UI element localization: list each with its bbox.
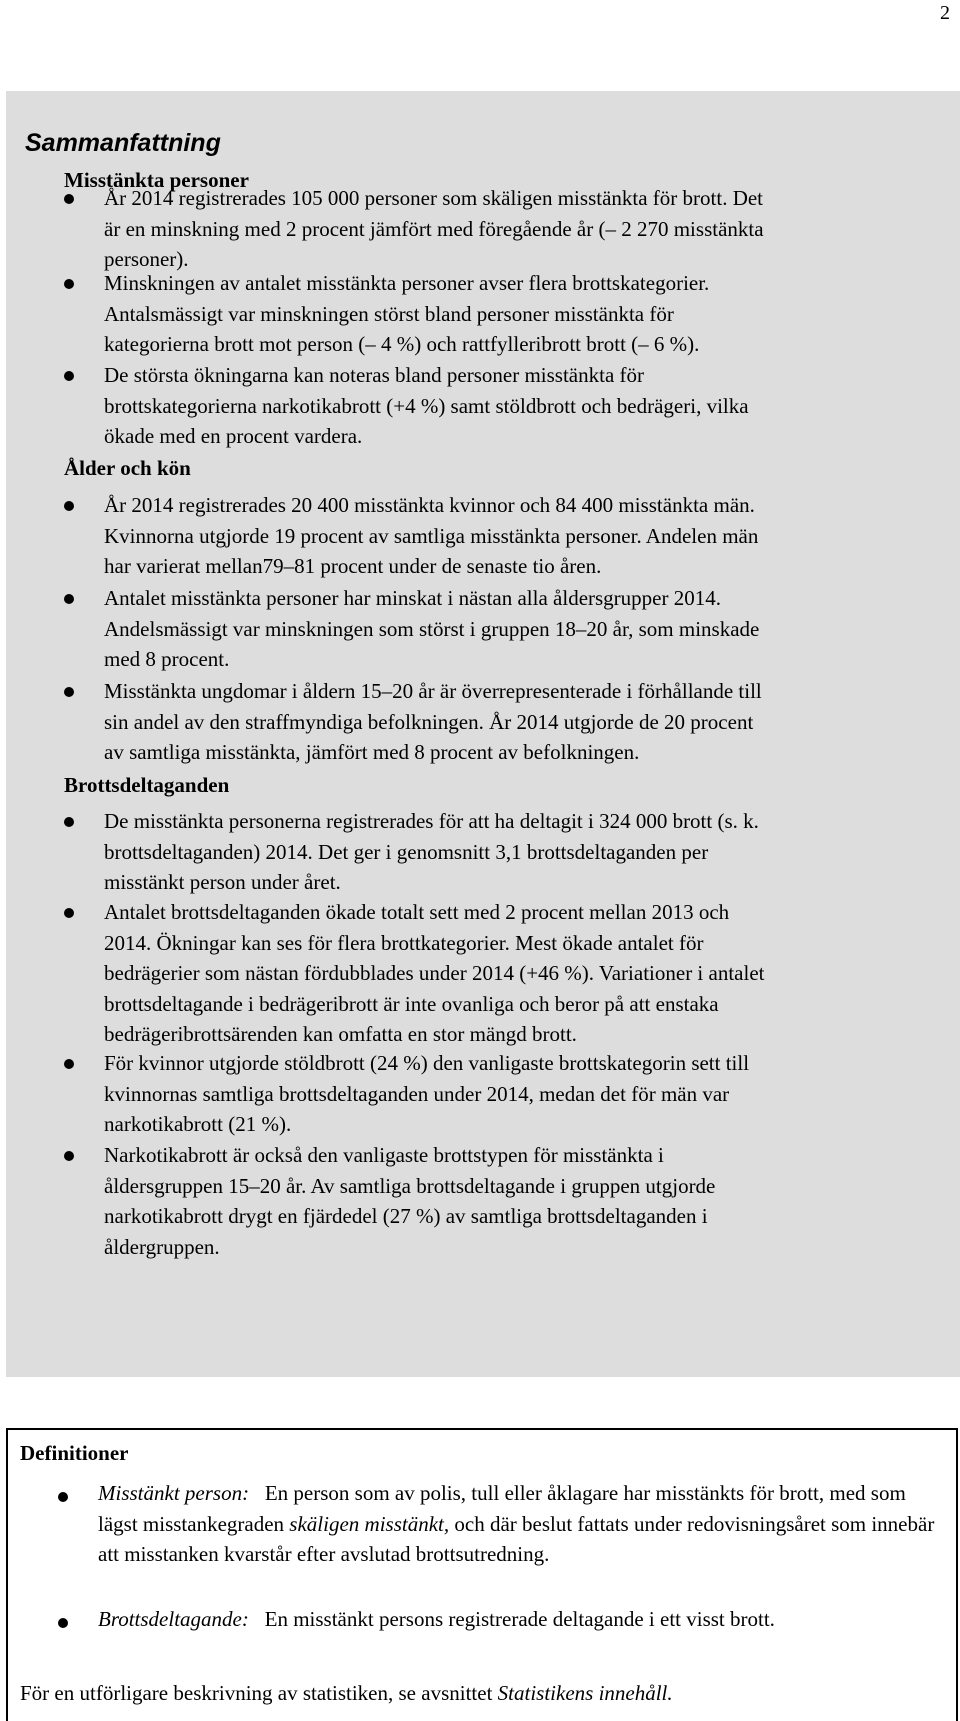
bullet-icon bbox=[64, 817, 74, 827]
bullet-icon bbox=[64, 594, 74, 604]
list-item-text: För kvinnor utgjorde stöldbrott (24 %) den vanligaste brottskategorin sett till kvinnornas samtliga brottsdeltaganden under 2014, medan det för män var narkotikabrott (21 %). bbox=[104, 1051, 750, 1136]
definition-text: En person som av polis, tull eller åklagare har misstänkts för brott, med som lägst misstankegraden bbox=[98, 1481, 906, 1536]
definition-term: Brottsdeltagande: bbox=[98, 1607, 249, 1631]
definitions-heading: Definitioner bbox=[20, 1441, 129, 1465]
footer-text: För en utförligare beskrivning av statistiken, se avsnittet bbox=[20, 1681, 498, 1705]
section-heading-misstankta-personer: Misstänkta personer bbox=[64, 168, 249, 192]
bullet-icon bbox=[64, 194, 74, 204]
bullet-icon bbox=[64, 908, 74, 918]
summary-title: Sammanfattning bbox=[25, 129, 221, 157]
section-heading-brottsdeltaganden: Brottsdeltaganden bbox=[64, 773, 230, 797]
bullet-icon bbox=[64, 279, 74, 289]
bullet-icon bbox=[58, 1492, 68, 1502]
definition-emphasis: skäligen misstänkt, bbox=[289, 1511, 450, 1536]
bullet-icon bbox=[58, 1618, 68, 1628]
definition-text-after: och där beslut fattats under redovisningsåret som innebär att misstanken kvarstår efter avslutad brottsutredning. bbox=[98, 1511, 935, 1566]
definitions-footer bbox=[20, 1678, 673, 1708]
definition-text: En misstänkt persons registrerade deltagande i ett visst brott. bbox=[264, 1607, 775, 1631]
list-item-text: Minskningen av antalet misstänkta personer avser flera brottskategorier. Antalsmässigt var minskningen störst bland personer misstänkta för kategorierna brott mot person (– 4 %) och rattfylleribrott brott (– 6 %). bbox=[104, 271, 710, 356]
bullet-icon bbox=[64, 1151, 74, 1161]
page-number: 2 bbox=[940, 2, 950, 24]
list-item-text: De misstänkta personerna registrerades för att ha deltagit i 324 000 brott (s. k. brottsdeltaganden) 2014. Det ger i genomsnitt 3,1 brottsdeltaganden per misstänkt person under året. bbox=[104, 809, 759, 894]
list-item-text: År 2014 registrerades 105 000 personer som skäligen misstänkta för brott. Det är en minskning med 2 procent jämfört med föregående år (– 2 270 misstänkta personer). bbox=[104, 186, 764, 271]
bullet-icon bbox=[64, 371, 74, 381]
section-heading-alder-och-kon: Ålder och kön bbox=[64, 456, 191, 480]
footer-emphasis-link: Statistikens innehåll. bbox=[497, 1681, 673, 1705]
bullet-icon bbox=[64, 1059, 74, 1069]
definition-term: Misstänkt person: bbox=[98, 1481, 250, 1505]
bullet-icon bbox=[64, 501, 74, 511]
list-item-text: Antalet misstänkta personer har minskat i nästan alla åldersgrupper 2014. Andelsmässigt var minskningen som störst i gruppen 18–20 år, som minskade med 8 procent. bbox=[104, 586, 760, 671]
definition-brottsdeltagande bbox=[98, 1604, 938, 1635]
bullet-icon bbox=[64, 687, 74, 697]
list-item-text: De största ökningarna kan noteras bland personer misstänkta för brottskategorierna narkotikabrott (+4 %) samt stöldbrott och bedrägeri, vilka ökade med en procent vardera. bbox=[104, 363, 749, 448]
list-item-text: Narkotikabrott är också den vanligaste brottstypen för misstänkta i åldersgruppen 15–20 år. Av samtliga brottsdeltagande i gruppen utgjorde narkotikabrott drygt en fjärdedel (27 %) av samtliga brottsdeltaganden i åldergruppen. bbox=[104, 1143, 716, 1259]
list-item-text: År 2014 registrerades 20 400 misstänkta kvinnor och 84 400 misstänkta män. Kvinnorna utgjorde 19 procent av samtliga misstänkta personer. Andelen män har varierat mellan79–81 procent under de senaste tio åren. bbox=[104, 493, 759, 578]
definition-misstankt-person bbox=[98, 1478, 938, 1570]
list-item-text: Misstänkta ungdomar i åldern 15–20 år är överrepresenterade i förhållande till sin andel av den straffmyndiga befolkningen. År 2014 utgjorde de 20 procent av samtliga misstänkta, jämfört med 8 procent av befolkningen. bbox=[104, 679, 762, 764]
list-item-text: Antalet brottsdeltaganden ökade totalt sett med 2 procent mellan 2013 och 2014. Ökningar kan ses för flera brottkategorier. Mest ökade antalet för bedrägerier som nästan fördubblades under 2014 (+46 %). Variationer i antalet brottsdeltagande i bedrägeribrott är inte ovanliga och beror på att enstaka bedrägeribrottsärenden kan omfatta en stor mängd brott. bbox=[104, 900, 765, 1046]
